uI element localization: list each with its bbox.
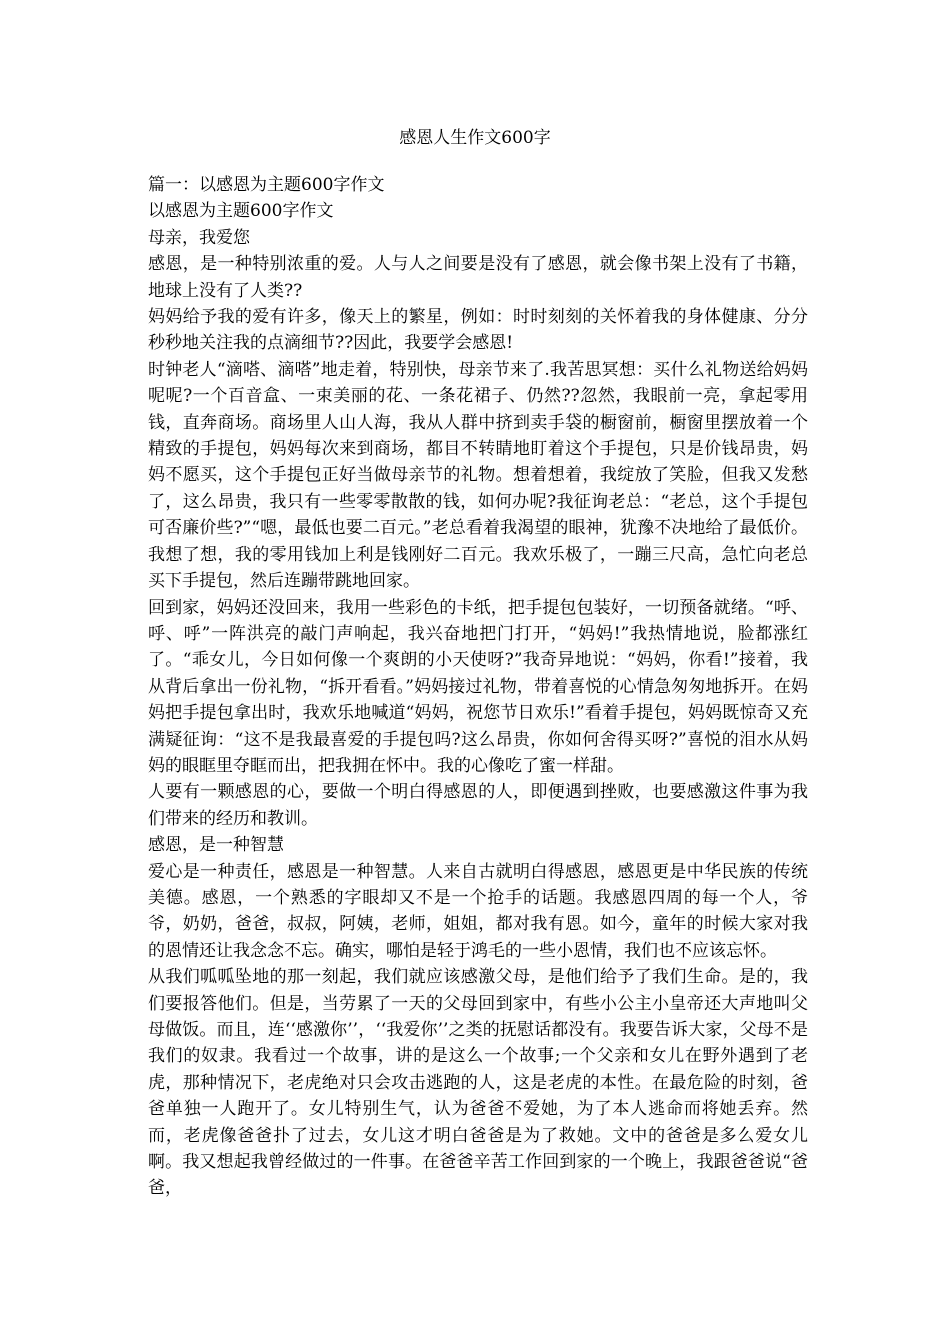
paragraph: 人要有一颗感恩的心，要做一个明白得感恩的人，即便遇到挫败，也要感激这件事为我们带来的经历和教训。 xyxy=(148,782,808,829)
paragraph: 爱心是一种责任，感恩是一种智慧。人来自古就明白得感恩，感恩更是中华民族的传统美德。感恩，一个熟悉的字眼却又不是一个抢手的话题。我感恩四周的每一个人，爷爷，奶奶，爸爸，叔叔，阿姨，老师，姐姐，都对我有恩。如今，童年的时候大家对我的恩情还让我念念不忘。确实，哪怕是轻于鸿毛的一些小恩情，我们也不应该忘怀。 xyxy=(148,861,808,961)
subheading: 感恩，是一种智慧 xyxy=(148,835,284,856)
paragraph: 回到家，妈妈还没回来，我用一些彩色的卡纸，把手提包包装好，一切预备就绪。“呼、呼、呼”一阵洪亮的敲门声响起，我兴奋地把门打开，“妈妈!”我热情地说，脸都涨红了。“乖女儿，今日如何像一个爽朗的小天使呀?”我奇异地说：“妈妈，你看!”接着，我从背后拿出一份礼物，“拆开看看。”妈妈接过礼物，带着喜悦的心情急匆匆地拆开。在妈妈把手提包拿出时，我欢乐地喊道“妈妈，祝您节日欢乐!”看着手提包，妈妈既惊奇又充满疑征询：“这不是我最喜爱的手提包吗?这么昂贵，你如何舍得买呀?”喜悦的泪水从妈妈的眼眶里夺眶而出，把我拥在怀中。我的心像吃了蜜一样甜。 xyxy=(148,597,808,776)
paragraph: 感恩，是一种特别浓重的爱。人与人之间要是没有了感恩，就会像书架上没有了书籍，地球上没有了人类?? xyxy=(148,254,808,301)
document-body xyxy=(148,172,808,1202)
paragraph: 妈妈给予我的爱有许多，像天上的繁星，例如：时时刻刻的关怀着我的身体健康、分分秒秒地关注我的点滴细节??因此，我要学会感恩! xyxy=(148,307,808,354)
document-title: 感恩人生作文600字 xyxy=(399,128,551,148)
essay-title: 以感恩为主题600字作文 xyxy=(148,201,334,222)
subheading: 母亲，我爱您 xyxy=(148,227,250,248)
paragraph: 时钟老人“滴嗒、滴嗒”地走着，特别快，母亲节来了.我苦思冥想：买什么礼物送给妈妈呢呢?一个百音盒、一束美丽的花、一条花裙子、仍然??忽然，我眼前一亮，拿起零用钱，直奔商场。商场里人山人海，我从人群中挤到卖手袋的橱窗前，橱窗里摆放着一个精致的手提包，妈妈每次来到商场，都目不转睛地盯着这个手提包，只是价钱昂贵，妈妈不愿买，这个手提包正好当做母亲节的礼物。想着想着，我绽放了笑脸，但我又发愁了，这么昂贵，我只有一些零零散散的钱，如何办呢?我征询老总：“老总，这个手提包可否廉价些?”“嗯，最低也要二百元。”老总看着我渴望的眼神，犹豫不决地给了最低价。我想了想，我的零用钱加上利是钱刚好二百元。我欢乐极了，一蹦三尺高，急忙向老总买下手提包，然后连蹦带跳地回家。 xyxy=(148,359,808,592)
section-heading: 篇一：以感恩为主题600字作文 xyxy=(148,175,385,195)
paragraph: 从我们呱呱坠地的那一刻起，我们就应该感激父母，是他们给予了我们生命。是的，我们要报答他们。但是，当劳累了一天的父母回到家中，有些小公主小皇帝还大声地叫父母做饭。而且，连‘‘感激你’’，‘‘我爱你’’之类的抚慰话都没有。我要告诉大家，父母不是我们的奴隶。我看过一个故事，讲的是这么一个故事;一个父亲和女儿在野外遇到了老虎，那种情况下，老虎绝对只会攻击逃跑的人，这是老虎的本性。在最危险的时刻，爸爸单独一人跑开了。女儿特别生气，认为爸爸不爱她，为了本人逃命而将她丢弃。然而，老虎像爸爸扑了过去，女儿这才明白爸爸是为了救她。文中的爸爸是多么爱女儿啊。我又想起我曾经做过的一件事。在爸爸辛苦工作回到家的一个晚上，我跟爸爸说“爸爸， xyxy=(148,967,808,1199)
